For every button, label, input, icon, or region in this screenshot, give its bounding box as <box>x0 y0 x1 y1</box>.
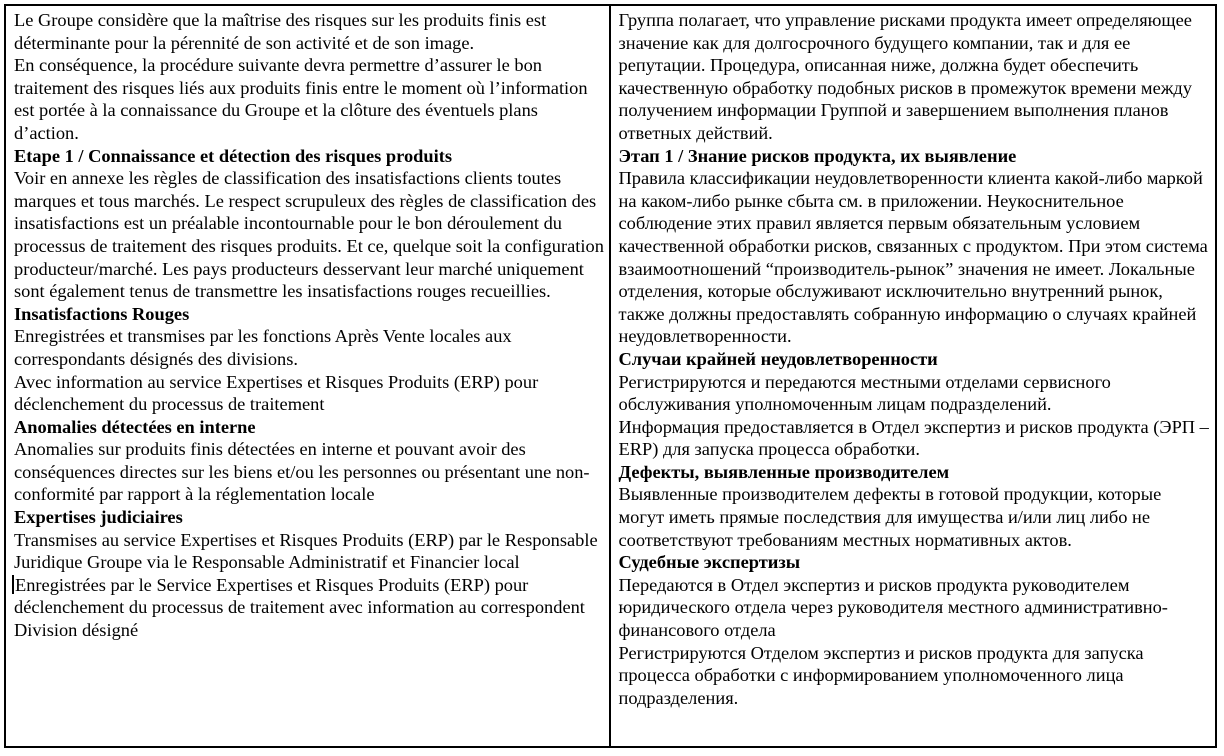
paragraph: Правила классификации неудовлетворенности клиента какой-либо маркой на каком-либо рынке сбыта см. в приложении. Неукоснительное соблюдение этих правил является первым обязательным условием качественной обработки рисков, связанных с продуктом. При этом система взаимоотношений “производитель-рынок” значения не имеет. Локальные отделения, которые обслуживают исключительно внутренний рынок, также должны предоставлять собранную информацию о случаях крайней неудовлетворенности. <box>618 168 1208 347</box>
column-french-source <box>6 6 611 746</box>
section-heading: Дефекты, выявленные производителем <box>618 461 950 482</box>
paragraph: En conséquence, la procédure suivante devra permettre d’assurer le bon traitement des risques liés aux produits finis entre le moment où l’information est portée à la connaissance du Groupe et la clôture des éventuels plans d’action. <box>14 55 588 143</box>
paragraph: Voir en annexe les règles de classification des insatisfactions clients toutes marques et tous marchés. Le respect scrupuleux des règles de classification des insatisfactions est un préalable incontournable pour le bon déroulement du processus de traitement des risques produits. Et ce, quelque soit la configuration producteur/marché. Les pays producteurs desservant leur marché uniquement sont également tenus de transmettre les insatisfactions rouges recueillies. <box>14 168 604 302</box>
text-cursor <box>12 575 14 594</box>
translation-table <box>4 4 1217 748</box>
paragraph: Anomalies sur produits finis détectées en interne et pouvant avoir des conséquences directes sur les biens et/ou les personnes ou présentant une non-conformité par rapport à la réglementation locale <box>14 439 590 505</box>
paragraph: Регистрируются Отделом экспертиз и рисков продукта для запуска процесса обработки с информированием уполномоченного лица подразделения. <box>618 642 1144 708</box>
paragraph: Информация предоставляется в Отдел экспертиз и рисков продукта (ЭРП – ERP) для запуска процесса обработки. <box>618 416 1209 460</box>
section-heading: Etape 1 / Connaissance et détection des risques produits <box>14 145 452 166</box>
section-heading: Anomalies détectées en interne <box>14 416 256 437</box>
section-heading: Insatisfactions Rouges <box>14 303 190 324</box>
paragraph: Transmises au service Expertises et Risques Produits (ERP) par le Responsable Juridique Groupe via le Responsable Administratif et Financier local <box>14 529 598 573</box>
paragraph-text: Enregistrées par le Service Expertises et Risques Produits (ERP) pour déclenchement du processus de traitement avec information au correspondent Division désigné <box>14 574 585 641</box>
paragraph: Выявленные производителем дефекты в готовой продукции, которые могут иметь прямые последствия для имущества и/или лиц либо не соответствуют требованиям местных нормативных актов. <box>618 484 1162 550</box>
section-heading: Судебные экспертизы <box>618 552 801 573</box>
paragraph: Enregistrées et transmises par les fonctions Après Vente locales aux correspondants désignés des divisions. <box>14 326 512 369</box>
paragraph <box>14 574 605 642</box>
section-heading: Случаи крайней неудовлетворенности <box>618 348 938 369</box>
column-russian-translation <box>611 6 1216 746</box>
paragraph: Avec information au service Expertises et Risques Produits (ERP) pour déclenchement du processus de traitement <box>14 371 539 415</box>
paragraph: Передаются в Отдел экспертиз и рисков продукта руководителем юридического отдела через руководителя местного административно-финансового отдела <box>618 574 1168 641</box>
paragraph: Регистрируются и передаются местными отделами сервисного обслуживания уполномоченным лицам подразделений. <box>618 371 1111 415</box>
paragraph: Группа полагает, что управление рисками продукта имеет определяющее значение как для долгосрочного будущего компании, так и для ее репутации. Процедура, описанная ниже, должна будет обеспечить качественную обработку подобных рисков в промежуток времени между получением информации Группой и завершением выполнения планов ответных действий. <box>618 10 1192 143</box>
section-heading: Этап 1 / Знание рисков продукта, их выявление <box>618 145 1017 166</box>
section-heading: Expertises judiciaires <box>14 507 183 528</box>
paragraph: Le Groupe considère que la maîtrise des risques sur les produits finis est déterminante pour la pérennité de son activité et de son image. <box>14 10 547 53</box>
